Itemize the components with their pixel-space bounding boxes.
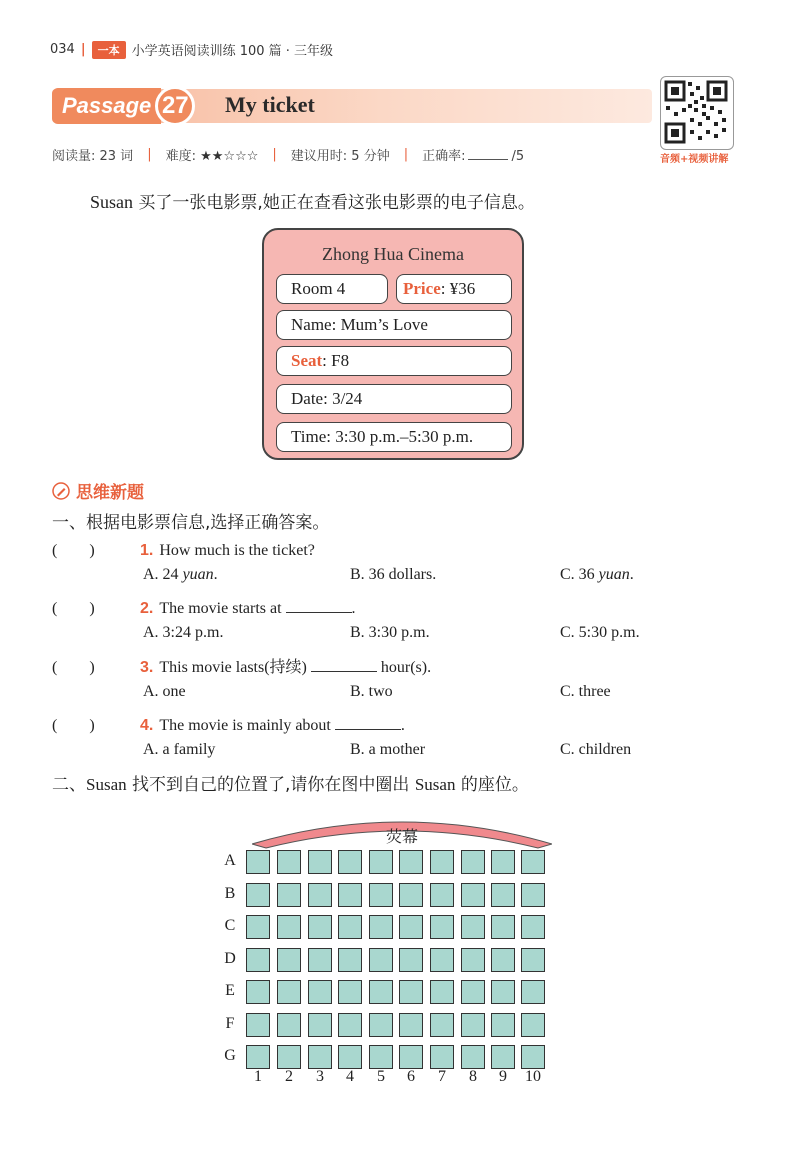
part2-name: Susan (414, 775, 456, 794)
question-3 (52, 654, 431, 677)
part2-prefix: 二、 (52, 775, 86, 795)
q1-option-a[interactable] (143, 566, 218, 584)
option-text: A. 24 (143, 566, 183, 583)
qr-caption: 音频+视频讲解 (660, 154, 729, 165)
seat-F5[interactable] (369, 1013, 393, 1037)
seat-F6[interactable] (399, 1013, 423, 1037)
q3-option-b[interactable]: B. two (350, 683, 393, 700)
seat-B9[interactable] (491, 883, 515, 907)
section-title: 思维新题 (76, 483, 144, 503)
answer-blank[interactable] (286, 598, 352, 613)
qr-code[interactable] (660, 76, 734, 150)
seat-C8[interactable] (461, 915, 485, 939)
column-label: 5 (377, 1068, 385, 1085)
word-count: 阅读量: 23 词 (52, 149, 134, 164)
meta-divider: | (272, 147, 277, 162)
seat-E7[interactable] (430, 980, 454, 1004)
seat-B4[interactable] (338, 883, 362, 907)
intro-name: Susan (90, 192, 134, 212)
question-number: 3. (140, 659, 154, 676)
seat-B3[interactable] (308, 883, 332, 907)
question-4 (52, 712, 405, 735)
row-label: E (225, 982, 235, 999)
ticket-seat (276, 346, 512, 376)
seat-A3[interactable] (308, 850, 332, 874)
seat-A10[interactable] (521, 850, 545, 874)
seat-F3[interactable] (308, 1013, 332, 1037)
ticket-room (276, 274, 388, 304)
answer-paren[interactable]: ( ) (52, 600, 95, 617)
seat-C3[interactable] (308, 915, 332, 939)
section-heading (52, 478, 144, 503)
seat-F2[interactable] (277, 1013, 301, 1037)
question-text-end: . (400, 717, 405, 734)
seat-B1[interactable] (246, 883, 270, 907)
star-empty-icon: ☆ (246, 149, 259, 164)
question-text-end: . (351, 600, 356, 617)
seat-A8[interactable] (461, 850, 485, 874)
column-label: 2 (285, 1068, 293, 1085)
part2-instruction (52, 770, 529, 795)
page-header (50, 40, 333, 59)
seat-E1[interactable] (246, 980, 270, 1004)
row-label: C (224, 917, 236, 934)
q4-option-c[interactable]: C. children (560, 741, 632, 758)
column-label: 1 (254, 1068, 262, 1085)
passage-title: My ticket (225, 92, 315, 117)
seat-value: : F8 (322, 351, 350, 370)
column-label: 7 (438, 1068, 446, 1085)
seat-A4[interactable] (338, 850, 362, 874)
meta-divider: | (147, 147, 152, 162)
seat-A5[interactable] (369, 850, 393, 874)
seat-A7[interactable] (430, 850, 454, 874)
question-number: 4. (140, 717, 154, 734)
seat-D8[interactable] (461, 948, 485, 972)
seat-F9[interactable] (491, 1013, 515, 1037)
part1-instruction: 一、根据电影票信息,选择正确答案。 (52, 513, 330, 533)
seat-G8[interactable] (461, 1045, 485, 1069)
seat-F7[interactable] (430, 1013, 454, 1037)
seat-E6[interactable] (399, 980, 423, 1004)
accuracy-blank[interactable] (468, 147, 508, 160)
q2-option-a[interactable]: A. 3:24 p.m. (143, 624, 224, 641)
qr-pattern-icon (661, 77, 731, 147)
header-divider: | (80, 42, 86, 57)
seat-D3[interactable] (308, 948, 332, 972)
seat-C1[interactable] (246, 915, 270, 939)
seat-E8[interactable] (461, 980, 485, 1004)
passage-number: 27 (155, 86, 195, 126)
column-label: 8 (469, 1068, 477, 1085)
part2-mid: 找不到自己的位置了,请你在图中圈出 (126, 775, 415, 795)
accuracy-total: /5 (511, 149, 525, 164)
star-empty-icon: ☆ (235, 149, 247, 164)
movie-name: Name: Mum’s Love (291, 315, 428, 334)
date-text: Date: 3/24 (291, 389, 363, 408)
seat-D9[interactable] (491, 948, 515, 972)
q4-option-a[interactable]: A. a family (143, 741, 216, 758)
answer-paren[interactable]: ( ) (52, 542, 95, 559)
option-italic: yuan (598, 566, 630, 583)
question-number: 2. (140, 600, 154, 617)
question-number: 1. (140, 542, 154, 559)
seat-D10[interactable] (521, 948, 545, 972)
seat-G10[interactable] (521, 1045, 545, 1069)
part2-suffix: 的座位。 (455, 775, 529, 795)
seat-A2[interactable] (277, 850, 301, 874)
row-label: G (224, 1047, 236, 1064)
seat-A9[interactable] (491, 850, 515, 874)
seat-F1[interactable] (246, 1013, 270, 1037)
seat-B2[interactable] (277, 883, 301, 907)
meta-divider: | (403, 147, 409, 162)
q1-option-b[interactable] (350, 566, 436, 584)
cinema-screen (252, 814, 552, 854)
column-label: 6 (407, 1068, 415, 1085)
passage-badge (52, 86, 195, 126)
page-number: 034 (50, 42, 75, 57)
column-label: 4 (346, 1068, 354, 1085)
price-value: : ¥36 (440, 279, 476, 298)
seat-E9[interactable] (491, 980, 515, 1004)
row-label: B (224, 884, 236, 902)
reading-meta (52, 145, 524, 164)
seat-E4[interactable] (338, 980, 362, 1004)
q4-option-b[interactable]: B. a mother (350, 741, 426, 758)
question-text: How much is the ticket? (159, 542, 315, 559)
answer-paren[interactable]: ( ) (52, 659, 95, 676)
row-label: D (224, 949, 236, 967)
question-text: This movie lasts(持续) (159, 659, 311, 676)
row-label: A (224, 852, 236, 869)
difficulty-label: 难度: (165, 149, 196, 164)
difficulty-stars (200, 149, 258, 164)
seat-C9[interactable] (491, 915, 515, 939)
option-punct: . (213, 566, 218, 583)
question-1 (52, 537, 315, 560)
option-text: B. 36 dollars. (350, 566, 437, 583)
seat-B7[interactable] (430, 883, 454, 907)
star-filled-icon: ★ (200, 149, 212, 164)
question-text: The movie is mainly about (159, 717, 335, 734)
option-text: C. 36 (560, 566, 599, 583)
screen-label: 荧幕 (385, 827, 418, 846)
seat-G2[interactable] (277, 1045, 301, 1069)
seat-G9[interactable] (491, 1045, 515, 1069)
seat-G7[interactable] (430, 1045, 454, 1069)
q2-option-c[interactable]: C. 5:30 p.m. (560, 624, 640, 641)
seat-E10[interactable] (521, 980, 545, 1004)
question-text-end: hour(s). (376, 659, 432, 676)
seat-C2[interactable] (277, 915, 301, 939)
column-label: 9 (499, 1068, 507, 1085)
intro-sentence: 买了一张电影票,她正在查看这张电影票的电子信息。 (133, 193, 535, 213)
q3-option-a[interactable]: A. one (143, 683, 186, 700)
difficulty (166, 145, 259, 164)
question-2 (52, 595, 356, 618)
seat-B5[interactable] (369, 883, 393, 907)
seat-C5[interactable] (369, 915, 393, 939)
seat-G3[interactable] (308, 1045, 332, 1069)
seat-B6[interactable] (399, 883, 423, 907)
movie-ticket (262, 228, 524, 460)
seat-F8[interactable] (461, 1013, 485, 1037)
option-punct: . (629, 566, 634, 583)
answer-paren[interactable]: ( ) (52, 717, 95, 734)
ticket-date (276, 384, 512, 414)
seat-F4[interactable] (338, 1013, 362, 1037)
accuracy (422, 145, 524, 164)
seat-D4[interactable] (338, 948, 362, 972)
q3-option-c[interactable]: C. three (560, 683, 611, 700)
seat-label: Seat (291, 351, 323, 370)
seat-C10[interactable] (521, 915, 545, 939)
intro-text (90, 188, 535, 213)
ticket-price (396, 274, 512, 304)
option-italic: yuan (182, 566, 214, 583)
seat-D5[interactable] (369, 948, 393, 972)
row-label: F (225, 1014, 235, 1032)
seat-C4[interactable] (338, 915, 362, 939)
seat-E2[interactable] (277, 980, 301, 1004)
seat-C7[interactable] (430, 915, 454, 939)
room-text: Room 4 (291, 279, 346, 298)
seat-B10[interactable] (521, 883, 545, 907)
answer-blank[interactable] (335, 715, 401, 730)
column-label: 10 (525, 1068, 541, 1085)
suggested-time: 建议用时: 5 分钟 (290, 149, 390, 164)
seat-D6[interactable] (399, 948, 423, 972)
q2-option-b[interactable]: B. 3:30 p.m. (350, 624, 430, 641)
accuracy-label: 正确率: (422, 149, 466, 164)
seat-G4[interactable] (338, 1045, 362, 1069)
seat-B8[interactable] (461, 883, 485, 907)
price-label: Price (403, 279, 441, 298)
q1-option-c[interactable] (560, 566, 634, 584)
seat-A1[interactable] (246, 850, 270, 874)
seat-D7[interactable] (430, 948, 454, 972)
ticket-name (276, 310, 512, 340)
seat-G1[interactable] (246, 1045, 270, 1069)
column-label: 3 (316, 1068, 324, 1085)
ticket-time (276, 422, 512, 452)
series-logo: 一本 (92, 41, 126, 59)
star-empty-icon: ☆ (223, 149, 236, 164)
passage-label: Passage (52, 88, 161, 124)
seat-E3[interactable] (308, 980, 332, 1004)
seat-G6[interactable] (399, 1045, 423, 1069)
answer-blank[interactable] (311, 657, 377, 672)
pencil-icon (52, 482, 70, 500)
time-text: Time: 3:30 p.m.–5:30 p.m. (291, 427, 474, 446)
cinema-name: Zhong Hua Cinema (322, 244, 464, 264)
book-title: 小学英语阅读训练 100 篇 · 三年级 (131, 44, 334, 59)
seat-A6[interactable] (399, 850, 423, 874)
seat-E5[interactable] (369, 980, 393, 1004)
seat-D1[interactable] (246, 948, 270, 972)
seat-G5[interactable] (369, 1045, 393, 1069)
seat-C6[interactable] (399, 915, 423, 939)
question-text: The movie starts at (159, 600, 286, 617)
star-filled-icon: ★ (211, 149, 224, 164)
seat-D2[interactable] (277, 948, 301, 972)
part2-name: Susan (86, 775, 127, 794)
seat-F10[interactable] (521, 1013, 545, 1037)
